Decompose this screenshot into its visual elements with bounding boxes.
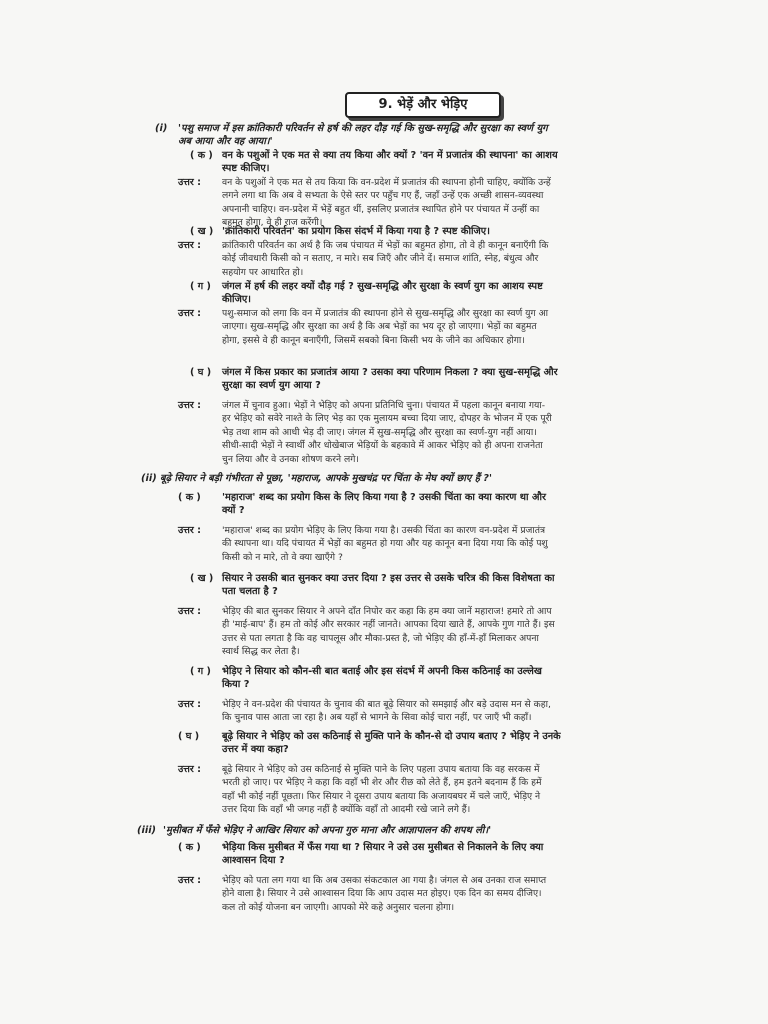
answer-line: भेड़ तथा शाम को आधी भेड़ दी जाए। जंगल में सुख-समृद्धि और सुरक्षा का स्वर्ण-युग नहीं आया। — [222, 426, 537, 438]
question-line: जंगल में हर्ष की लहर क्यों दौड़ गई ? सुख-समृद्धि और सुरक्षा के स्वर्ण युग का आशय स्पष्ट — [222, 281, 543, 292]
question-label: ( ख ) — [190, 573, 214, 584]
answer-line: भेड़िए को पता लग गया था कि अब उसका संकटकाल आ गया है। जंगल से अब उनका राज समाप्त — [222, 875, 547, 886]
answer-line: भरती हो जाए। पर भेड़िए ने कहा कि वहाँ भी शेर और रीछ को लेते हैं, हम इतने बदनाम हैं कि हमें — [222, 777, 542, 789]
answer-line: लगने लगा था कि अब वे सभ्यता के ऐसे स्तर पर पहुँच गए हैं, जहाँ उन्हें एक अच्छी शासन-व्यवस्था — [222, 190, 544, 202]
answer-label: उत्तर : — [178, 875, 201, 886]
answer-line: चुन लिया और वे उनका शोषण करने लगे। — [222, 453, 359, 465]
section-number: (iii) — [137, 825, 157, 836]
question-label: ( घ ) — [178, 731, 200, 742]
answer-line: किसी को न मारे, तो वे क्या खाएँगे ? — [222, 551, 343, 563]
answer-line: जाएगा। सुख-समृद्धि और सुरक्षा का अर्थ है कि अब भेड़ों का भय दूर हो जाएगा। भेड़ों का बहुमत — [222, 321, 537, 333]
question-line: भेड़िए ने सियार को कौन-सी बात बताई और इस संदर्भ में अपनी किस कठिनाई का उल्लेख — [222, 666, 542, 677]
question-line: 'महाराज' शब्द का प्रयोग किस के लिए किया गया है ? उसकी चिंता का क्या कारण था और — [222, 492, 547, 503]
question-label: ( क ) — [190, 150, 213, 161]
answer-line: पशु-समाज को लगा कि वन में प्रजातंत्र की स्थापना होने से सुख-समृद्धि और सुरक्षा का स्वर्ण युग आ — [222, 308, 548, 319]
question-line: वन के पशुओं ने एक मत से क्या तय किया और क्यों ? 'वन में प्रजातंत्र की स्थापना' का आशय — [222, 150, 558, 161]
answer-label: उत्तर : — [178, 308, 201, 319]
question-line: किया ? — [222, 679, 250, 691]
section-quote-line: अब आया और वह आया।' — [178, 136, 273, 148]
answer-line: कल तो कोई योजना बन जाएगी। आपको मेरे कहे अनुसार चलना होगा। — [222, 901, 455, 913]
answer-line: क्रांतिकारी परिवर्तन का अर्थ है कि जब पंचायत में भेड़ों का बहुमत होगा, तो वे ही कानून बनाएँगी कि — [222, 240, 549, 251]
section-quote-line: 'पशु समाज में इस क्रांतिकारी परिवर्तन से हर्ष की लहर दौड़ गई कि सुख-समृद्धि और सुरक्षा का स्वर्ण युग — [178, 123, 548, 134]
question-line: स्पष्ट कीजिए। — [222, 163, 270, 175]
question-line: कीजिए। — [222, 294, 251, 306]
answer-label: उत्तर : — [178, 177, 201, 188]
question-line: क्यों ? — [222, 505, 245, 517]
question-label: ( क ) — [178, 492, 201, 503]
answer-line: भेड़िए की बात सुनकर सियार ने अपने दाँत निपोर कर कहा कि हम क्या जानें महाराज! हमारे तो आप — [222, 606, 552, 617]
question-label: ( घ ) — [190, 367, 212, 378]
question-line: पता चलता है ? — [222, 586, 278, 598]
answer-line: सीधी-सादी भेड़ों ने स्वार्थी और धोखेबाज भेड़ियों के बहकावे में आकर भेड़िए को ही अपना राजनेता — [222, 440, 543, 452]
question-line: 'क्रांतिकारी परिवर्तन' का प्रयोग किस संदर्भ में किया गया है ? स्पष्ट कीजिए। — [222, 226, 490, 237]
question-line: भेड़िया किस मुसीबत में फँस गया था ? सियार ने उसे उस मुसीबत से निकालने के लिए क्या — [222, 842, 544, 853]
answer-line: अपनानी चाहिए। वन-प्रदेश में भेड़ें बहुत थीं, इसलिए प्रजातंत्र स्थापित होने पर पंचायत में उन्हीं का — [222, 203, 540, 215]
chapter-title: 9. भेड़ें और भेड़िए — [345, 92, 501, 118]
answer-line: उत्तर से पता लगता है कि वह चापलूस और मौका-प्रस्त है, जो भेड़िए की हाँ-में-हाँ मिलाकर अपना — [222, 632, 539, 644]
question-label: ( ग ) — [190, 666, 211, 677]
question-label: ( ग ) — [190, 281, 211, 292]
answer-line: बहुमत होगा, वे ही राज करेंगी। — [222, 217, 323, 229]
answer-line: वहाँ भी कोई नहीं पूछता। फिर सियार ने दूसरा उपाय बताया कि अजायबघर में चले जाएँ, भेड़िए ने — [222, 790, 541, 802]
answer-line: स्वार्थ सिद्ध कर लेता है। — [222, 646, 300, 658]
section-number: (i) — [155, 123, 168, 134]
section-quote-line: बूढ़े सियार ने बड़ी गंभीरता से पूछा, 'महाराज, आपके मुखचंद्र पर चिंता के मेघ क्यों छाए हैं ?' — [160, 473, 492, 484]
answer-line: हर भेड़िए को सवेरे नाश्ते के लिए भेड़ का एक मुलायम बच्चा दिया जाए, दोपहर के भोजन में एक पूरी — [222, 413, 552, 425]
question-line: बूढ़े सियार ने भेड़िए को उस कठिनाई से मुक्ति पाने के कौन-से दो उपाय बताए ? भेड़िए ने उनके — [222, 731, 561, 742]
answer-line: होगा, इससे वे ही कानून बनाएँगी, जिसमें सबको बिना किसी भय के जीने का अधिकार होगा। — [222, 334, 525, 346]
question-line: उत्तर में क्या कहा? — [222, 744, 289, 756]
answer-line: की स्थापना था। यदि पंचायत में भेड़ों का बहुमत हो गया और यह कानून बना दिया गया कि कोई पशु — [222, 538, 548, 550]
answer-line: वन के पशुओं ने एक मत से तय किया कि वन-प्रदेश में प्रजातंत्र की स्थापना होनी चाहिए, क्योंकि उन्हें — [222, 177, 551, 188]
answer-label: उत्तर : — [178, 606, 201, 617]
answer-line: भेड़िए ने वन-प्रदेश की पंचायत के चुनाव की बात बूढ़े सियार को समझाई और बड़े उदास मन से कहा, — [222, 699, 551, 710]
answer-label: उत्तर : — [178, 764, 201, 775]
answer-label: उत्तर : — [178, 525, 201, 536]
section-quote-line: 'मुसीबत में फँसे भेड़िए ने आखिर सियार को अपना गुरु माना और आज्ञापालन की शपथ ली।' — [163, 825, 492, 836]
question-label: ( ख ) — [190, 226, 214, 237]
question-line: आश्वासन दिया ? — [222, 855, 285, 867]
question-line: सियार ने उसकी बात सुनकर क्या उत्तर दिया ? इस उत्तर से उसके चरित्र की किस विशेषता का — [222, 573, 555, 584]
answer-line: सहयोग पर आधारित हो। — [222, 266, 304, 278]
answer-line: ही 'माई-बाप' हैं। हम तो कोई और सरकार नहीं जानते। आपका दिया खाते हैं, आपके गुण गाते हैं। इस — [222, 619, 555, 631]
answer-line: 'महाराज' शब्द का प्रयोग भेड़िए के लिए किया गया है। उसकी चिंता का कारण वन-प्रदेश में प्रजातंत्र — [222, 525, 546, 536]
answer-line: होने वाला है। सियार ने उसे आश्वासन दिया कि आप उदास मत होइए। एक दिन का समय दीजिए। — [222, 888, 542, 900]
answer-line: जंगल में चुनाव हुआ। भेड़ों ने भेड़िए को अपना प्रतिनिधि चुना। पंचायत में पहला कानून बनाया गया- — [222, 400, 546, 411]
answer-label: उत्तर : — [178, 240, 201, 251]
answer-label: उत्तर : — [178, 400, 201, 411]
question-line: सुरक्षा का स्वर्ण युग आया ? — [222, 380, 321, 392]
question-label: ( क ) — [178, 842, 201, 853]
section-number: (ii) — [141, 473, 157, 484]
answer-line: कि चुनाव पास आता जा रहा है। अब यहाँ से भागने के सिवा कोई चारा नहीं, पर जाएँ भी कहाँ। — [222, 712, 532, 724]
answer-line: कोई जीवधारी किसी को न सताए, न मारे। सब जिएँ और जीने दें। समाज शांति, स्नेह, बंधुत्व और — [222, 253, 539, 265]
answer-line: उत्तर दिया कि वहाँ भी जगह नहीं है क्योंकि वहाँ तो आदमी रखे जाने लगे हैं। — [222, 804, 471, 816]
question-line: जंगल में किस प्रकार का प्रजातंत्र आया ? उसका क्या परिणाम निकला ? क्या सुख-समृद्धि और — [222, 367, 558, 378]
answer-line: बूढ़े सियार ने भेड़िए को उस कठिनाई से मुक्ति पाने के लिए पहला उपाय बताया कि वह सरकस में — [222, 764, 540, 775]
answer-label: उत्तर : — [178, 699, 201, 710]
